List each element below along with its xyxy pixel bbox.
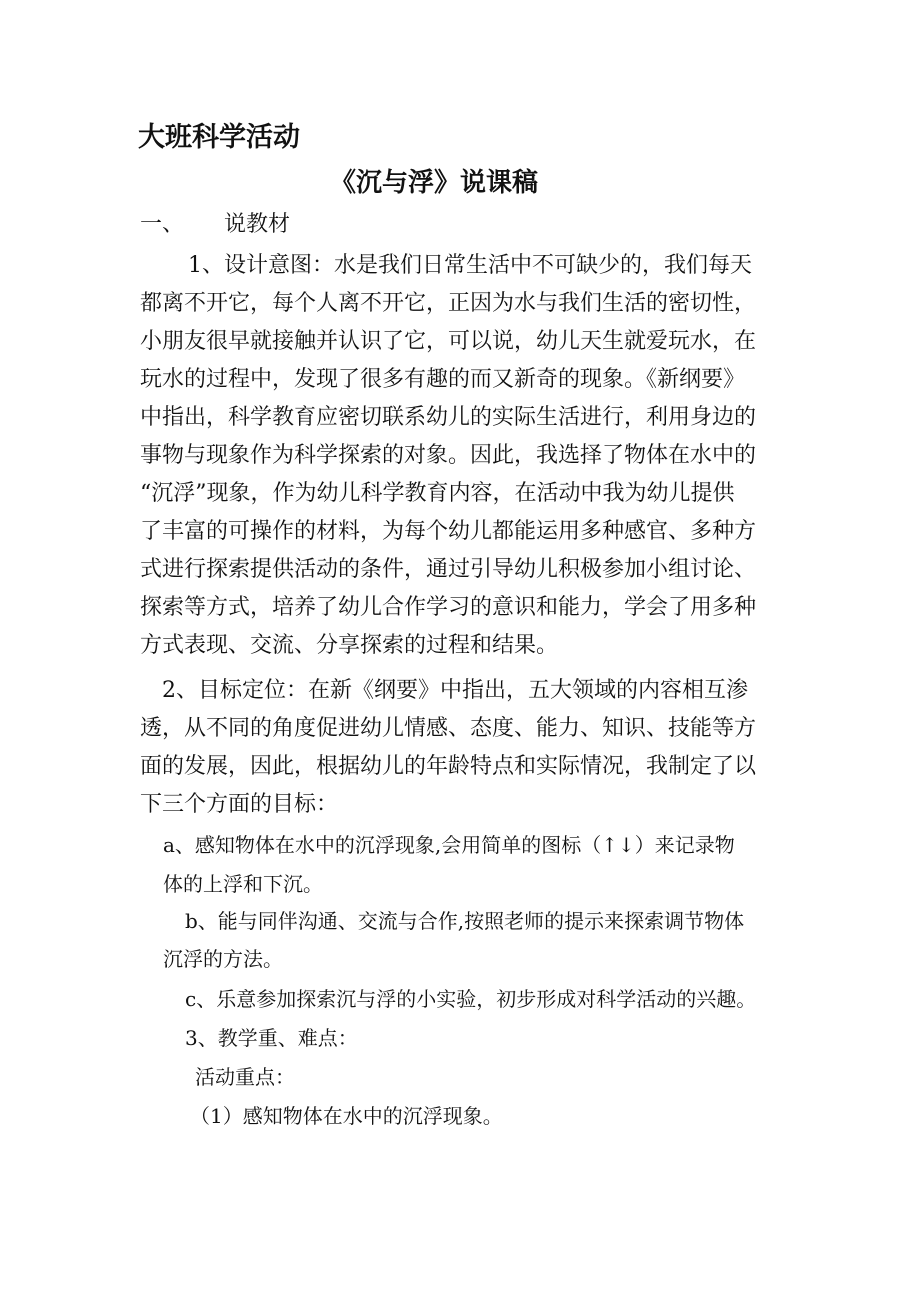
paragraph-line: 小朋友很早就接触并认识了它，可以说，幼儿天生就爱玩水，在	[140, 329, 757, 354]
paragraph-line: 1、设计意图：水是我们日常生活中不可缺少的，我们每天	[188, 253, 752, 278]
goal-line: b、能与同伴沟通、交流与合作,按照老师的提示来探索调节物体	[185, 909, 745, 933]
paragraph-line: 了丰富的可操作的材料，为每个幼儿都能运用多种感官、多种方	[140, 519, 757, 544]
paragraph-line: 方式表现、交流、分享探索的过程和结果。	[140, 633, 559, 658]
paragraph-line: 都离不开它，每个人离不开它，正因为水与我们生活的密切性，	[140, 291, 757, 316]
section-1-marker: 一、	[140, 212, 185, 237]
goal-c: c、乐意参加探索沉与浮的小实验，初步形成对科学活动的兴趣。	[185, 987, 757, 1011]
goal-line: 沉浮的方法。	[163, 947, 283, 971]
document-heading: 大班科学活动	[138, 122, 300, 153]
goal-line: a、感知物体在水中的沉浮现象,会用简单的图标（↑↓）来记录物	[163, 833, 735, 857]
document-title: 《沉与浮》说课稿	[330, 168, 539, 198]
paragraph-line: “沉浮”现象，作为幼儿科学教育内容，在活动中我为幼儿提供	[140, 481, 735, 506]
paragraph-line: 中指出，科学教育应密切联系幼儿的实际生活进行，利用身边的	[140, 405, 757, 430]
key-point-label: 活动重点：	[195, 1065, 295, 1089]
paragraph-line: 玩水的过程中，发现了很多有趣的而又新奇的现象。《新纲要》	[140, 367, 746, 392]
paragraph-line: 式进行探索提供活动的条件，通过引导幼儿积极参加小组讨论、	[140, 557, 757, 582]
section-3-heading: 3、教学重、难点：	[185, 1026, 358, 1050]
paragraph-line: 下三个方面的目标：	[140, 792, 339, 817]
section-1-heading	[140, 210, 290, 240]
paragraph-line: 2、目标定位：在新《纲要》中指出，五大领域的内容相互渗	[162, 678, 748, 703]
paragraph-line: 面的发展，因此，根据幼儿的年龄特点和实际情况，我制定了以	[140, 754, 757, 779]
goal-line: 体的上浮和下沉。	[163, 872, 323, 896]
paragraph-line: 事物与现象作为科学探索的对象。因此，我选择了物体在水中的	[140, 443, 757, 468]
key-point-1: （1）感知物体在水中的沉浮现象。	[190, 1104, 503, 1128]
paragraph-line: 探索等方式，培养了幼儿合作学习的意识和能力，学会了用多种	[140, 595, 757, 620]
paragraph-line: 透，从不同的角度促进幼儿情感、态度、能力、知识、技能等方	[140, 716, 757, 741]
section-1-label: 说教材	[224, 212, 291, 237]
